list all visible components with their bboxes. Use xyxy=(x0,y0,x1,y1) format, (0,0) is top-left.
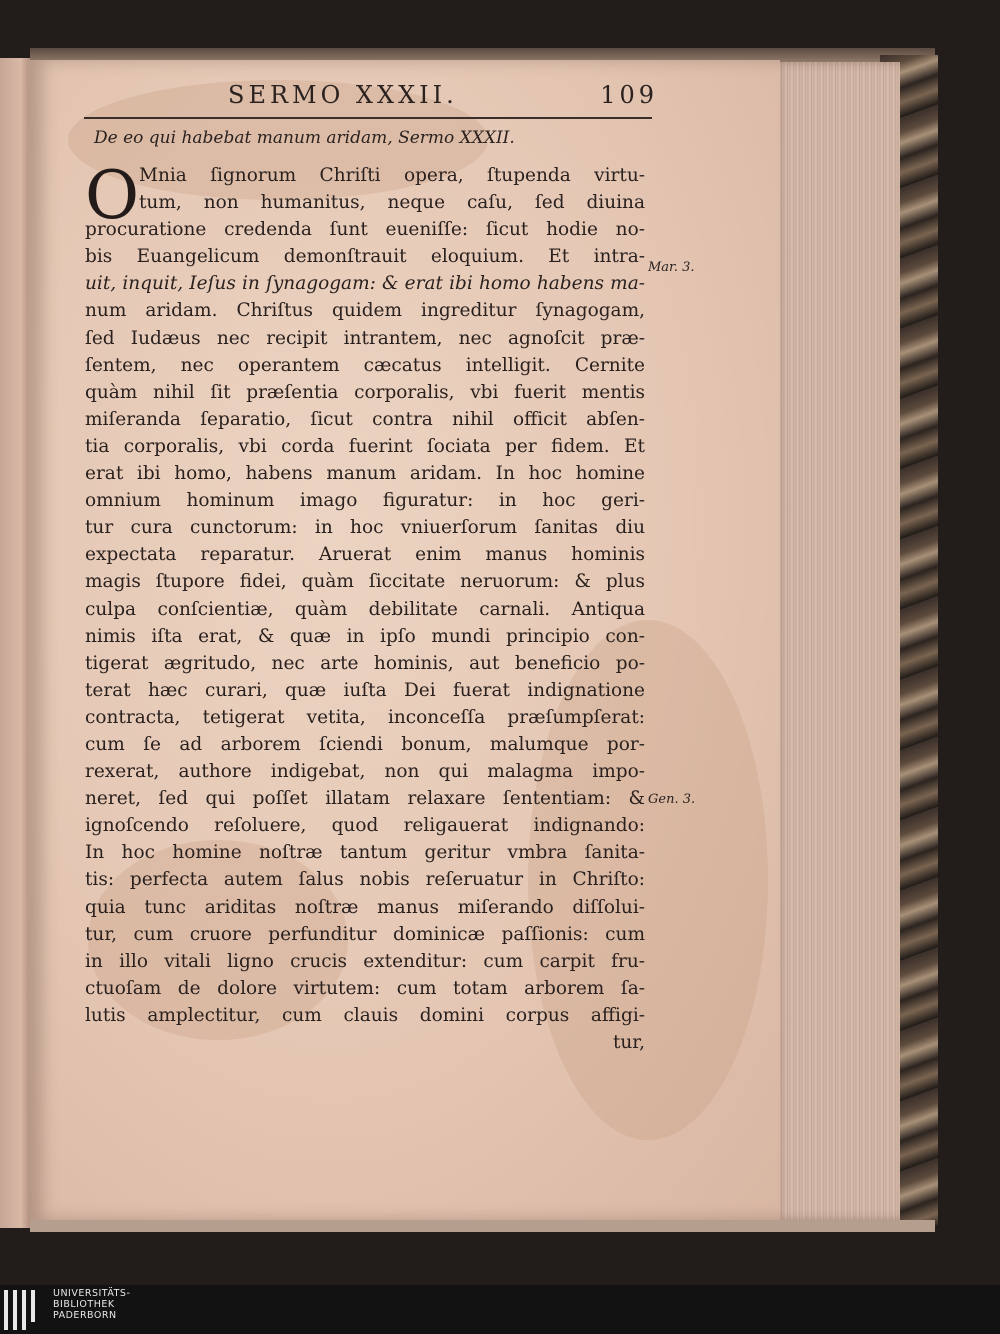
text-line: terat hæc curari, quæ iuſta Dei fuerat indignatione xyxy=(85,679,645,701)
page-number: 109 xyxy=(600,81,658,109)
sermon-title: De eo qui habebat manum aridam, Sermo XXXII. xyxy=(94,128,515,148)
text-line: num aridam. Chriſtus quidem ingreditur ſynagogam, xyxy=(85,300,645,322)
header-rule xyxy=(84,117,652,119)
margin-note-mark: Mar. 3. xyxy=(648,260,695,275)
text-line: tum, non humanitus, neque caſu, ſed diuina xyxy=(139,192,645,214)
text-line: ctuoſam de dolore virtutem: cum totam arborem ſa- xyxy=(85,977,645,999)
library-logo-icon xyxy=(4,1290,44,1330)
text-line: lutis amplectitur, cum clauis domini corpus affigi- xyxy=(85,1004,645,1026)
text-line: Mnia ſignorum Chriſti opera, ſtupenda virtu- xyxy=(139,165,645,186)
page-edges xyxy=(770,62,900,1220)
library-name-line: PADERBORN xyxy=(53,1310,117,1321)
text-line: tis: perfecta autem ſalus nobis reſeruatur in Chriſto: xyxy=(85,869,645,891)
drop-cap: O xyxy=(85,157,140,234)
text-line: tur cura cunctorum: in hoc vniuerſorum ſanitas diu xyxy=(85,517,645,539)
text-line: ignoſcendo reſoluere, quod religauerat indignando: xyxy=(85,815,645,837)
text-line: tia corporalis, vbi corda fuerint ſociata per fidem. Et xyxy=(85,435,645,457)
text-line: miſeranda ſeparatio, ſicut contra nihil officit abſen- xyxy=(85,408,645,430)
left-page-edge xyxy=(0,58,30,1228)
running-head-title: SERMO XXXII. xyxy=(228,81,458,109)
text-line: omnium hominum imago figuratur: in hoc geri- xyxy=(85,490,645,512)
text-line: quia tunc ariditas noſtræ manus miſerando diſſolui- xyxy=(85,896,645,918)
text-line: nimis iſta erat, & quæ in ipſo mundi principio con- xyxy=(85,625,645,647)
text-line: In hoc homine noſtræ tantum geritur vmbra ſanita- xyxy=(85,842,645,864)
text-line: cum ſe ad arborem ſciendi bonum, malumque por- xyxy=(85,733,645,755)
text-line: in illo vitali ligno crucis extenditur: cum carpit fru- xyxy=(85,950,645,972)
library-name xyxy=(53,1288,130,1321)
text-line: contracta, tetigerat vetita, inconceſſa præſumpſerat: xyxy=(85,706,645,728)
text-line: tur, cum cruore perfunditur dominicæ paſſionis: cum xyxy=(85,923,645,945)
text-line: tigerat ægritudo, nec arte hominis, aut beneficio po- xyxy=(85,652,645,674)
text-line: uit, inquit, Ieſus in ſynagogam: & erat ibi homo habens ma- xyxy=(85,273,645,295)
book-page xyxy=(28,60,780,1220)
text-line: ſentem, nec operantem cæcatus intelligit. Cernite xyxy=(85,354,645,376)
catchword: tur, xyxy=(612,1032,645,1053)
book-cover-bottom xyxy=(30,1220,935,1232)
body-text xyxy=(85,157,645,1056)
text-line: erat ibi homo, habens manum aridam. In hoc homine xyxy=(85,463,645,485)
running-head xyxy=(228,78,658,112)
text-line: bis Euangelicum demonſtrauit eloquium. Et intra- xyxy=(85,246,645,268)
text-line: ſed Iudæus nec recipit intrantem, nec agnoſcit præ- xyxy=(85,327,645,349)
library-name-line: BIBLIOTHEK xyxy=(53,1299,115,1310)
margin-note-genesis: Gen. 3. xyxy=(648,792,696,807)
text-line: expectata reparatur. Aruerat enim manus hominis xyxy=(85,544,645,566)
text-line: culpa conſcientiæ, quàm debilitate carnali. Antiqua xyxy=(85,598,645,620)
text-line: neret, ſed qui poſſet illatam relaxare ſententiam: & xyxy=(85,788,645,810)
text-line: procuratione credenda ſunt eueniſſe: ſicut hodie no- xyxy=(85,219,645,241)
footer-bar xyxy=(0,1285,1000,1334)
library-name-line: UNIVERSITÄTS- xyxy=(53,1288,131,1299)
text-line: magis ſtupore fidei, quàm ſiccitate neruorum: & plus xyxy=(85,571,645,593)
text-line: quàm nihil ſit præſentia corporalis, vbi fuerit mentis xyxy=(85,381,645,403)
text-line: rexerat, authore indigebat, non qui malagma impo- xyxy=(85,761,645,783)
